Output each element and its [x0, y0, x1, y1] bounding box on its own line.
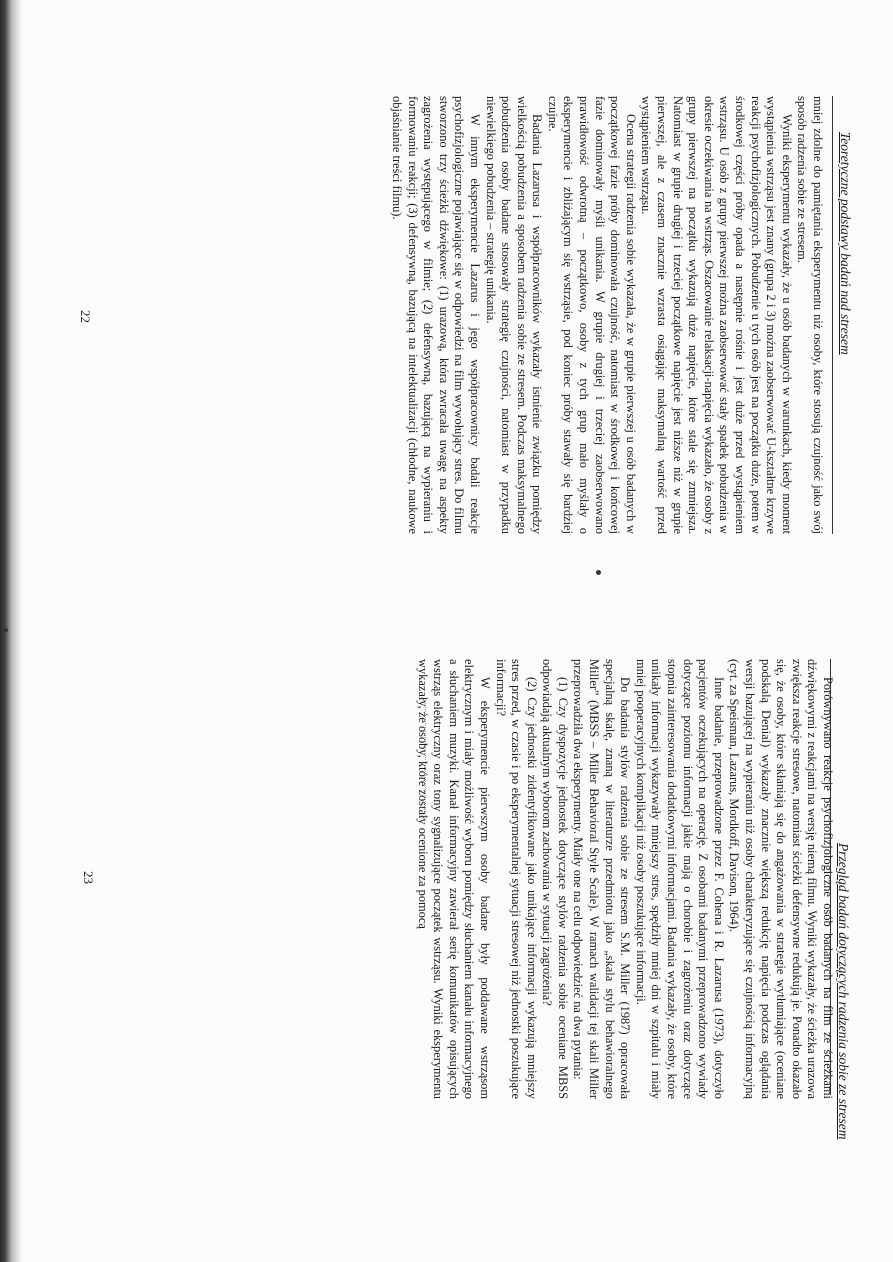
- running-head: Przegląd badań dotyczących radzenia sobie ze stresem: [836, 843, 851, 1140]
- right-page: [0, 631, 893, 1262]
- body-text: [414, 659, 835, 1099]
- body-text: [388, 96, 825, 534]
- paragraph: mniej zdolne do pamiętania eksperymentu niż osoby, które stosują czujność jako swój sposób radzenia sobie ze stresem.: [795, 96, 825, 534]
- paragraph: Porównywano reakcje psychofizjologiczne osób badanych na film ze ścieżkami dźwiękowymi z reakcjami na wersję niemą filmu. Wyniki wykazały, że ścieżka urazowa zwiększa reakcje stresowe, natomiast ścieżki defensywne redukują je. Ponadto okazało się, że osoby, które skłaniają się do angażowania w strategie wytłumiające (oceniane podskalą Denial) wykazały znacznie większą redukcję napięcia podczas oglądania wersji bazującej na wypieraniu niż osoby charakteryzujące się czujnością informacyjną (cyt. za Speisman, Lazarus, Mordkoff, Davison, 1964).: [727, 659, 835, 1099]
- dust-speck: [596, 570, 601, 575]
- paragraph: Ocena strategii radzenia sobie wykazała, że w grupie pierwszej u osób badanych w początkowej fazie próby dominowała czujność, natomiast w środkowej i końcowej fazie dominowały myśli unikania. W grupie drugiej i trzeciej zaobserwowano prawidłowość odwrotną – początkowo, osoby z tych grup mało myślały o eksperymencie i zbliżającym się wstrząsie, pod koniec próby stawały się bardziej czujne.: [545, 96, 638, 534]
- paragraph: Do badania stylów radzenia sobie ze stresem S.M. Miller (1987) opracowała specjalną skalę, znaną w literaturze przedmiotu jako „skala stylu behawioralnego Miller” (MBSS – Miller Behavioral Style Scale). W ramach walidacji tej skali Miller przeprowadziła dwa eksperymenty. Miały one na celu odpowiedzieć na dwa pytania:: [571, 659, 633, 1099]
- page-number: 23: [81, 871, 96, 884]
- running-head: Teoretyczne podstawy badań nad stresem: [838, 132, 853, 355]
- dust-speck: [4, 628, 8, 632]
- paragraph: (1) Czy dyspozycje jednostek dotyczące stylów radzenia sobie oceniane MBSS odpowiadają aktualnym wyborom zachowania w sytuacji zagrożenia?: [540, 659, 570, 1099]
- paragraph: Inne badanie, przeprowadzone przez F. Cohena i R. Lazarusa (1973), dotyczyło pacjentów oczekujących na operację. Z osobami badanymi przeprowadzono wywiady dotyczące poziomu informacji jakie mają o chorobie i zagrożeniu oraz dotyczące stopnia zainteresowania dodatkowymi informacjami. Badania wykazały, że osoby, które unikały informacji wykazywały mniejszy stres, spędziły mniej dni w szpitalu i miały mniej pooperacyjnych komplikacji niż osoby poszukujące informacji.: [633, 659, 726, 1099]
- gutter-marks: [425, 700, 428, 820]
- paragraph: Badania Lazarusa i współpracowników wykazały istnienie związku pomiędzy wielkością pobudzenia a sposobem radzenia sobie ze stresem. Podczas maksymalnego pobudzenia osoby badane stosowały strategię czujności, natomiast w przypadku niewielkiego pobudzenia – strategię unikania.: [483, 96, 545, 534]
- page-number: 22: [78, 310, 93, 323]
- paragraph: (2) Czy jednostki zidentyfikowane jako unikające informacji wykazują mniejszy stres przed, w czasie i po eksperymentalnej sytuacji stresowej niż jednostki poszukujące informacji?: [493, 659, 539, 1099]
- paragraph: Wyniki eksperymentu wykazały, że u osób badanych w warunkach, kiedy moment wystąpienia wstrząsu jest znany (grupa 2 i 3) można zaobserwować U-kształtne krzywe reakcji psychofizjologicznych. Pobudzenie u tych osób jest na początku duże, potem w środkowej części próby opada a następnie rośnie i jest duże przed wystąpieniem wstrząsu. U osób z grupy pierwszej można zaobserwować stały spadek pobudzenia w okresie oczekiwania na wstrząs. Oszacowanie relaksacji-napięcia wykazało, że osoby z grupy pierwszej na początku wykazują duże napięcie, które stale się zmniejsza. Natomiast w grupie drugiej i trzeciej początkowe napięcie jest niższe niż w grupie pierwszej, ale z czasem znacznie wzrasta osiągając maksymalną wartość przed wystąpieniem wstrząsu.: [639, 96, 794, 534]
- paragraph: W eksperymencie pierwszym osoby badane były poddawane wstrząsom elektrycznym i miały możliwość wyboru pomiędzy słuchaniem kanału informacyjnego a słuchaniem muzyki. Kanał informacyjny zawierał serię komunikatów opisujących wstrząs elektryczny oraz tony sygnalizujące początek wstrząsu. Wyniki eksperymentu wykazały, że osoby, które zostały ocenione za pomocą: [415, 659, 492, 1099]
- paragraph: W innym eksperymencie Lazarus i jego współpracownicy badali reakcje psychofizjologiczne pojawiające się w odpowiedzi na film wywołujący stres. Do filmu stworzono trzy ścieżki dźwiękowe: (1) urazową, która zwracała uwagę na aspekty zagrożenia występującego w filmie; (2) defensywną, bazującą na wypieraniu i formowaniu reakcji; (3) defensywną, bazującą na intelektualizacji (chłodne, naukowe objaśnianie treści filmu).: [389, 96, 482, 534]
- header-rule: [832, 96, 833, 534]
